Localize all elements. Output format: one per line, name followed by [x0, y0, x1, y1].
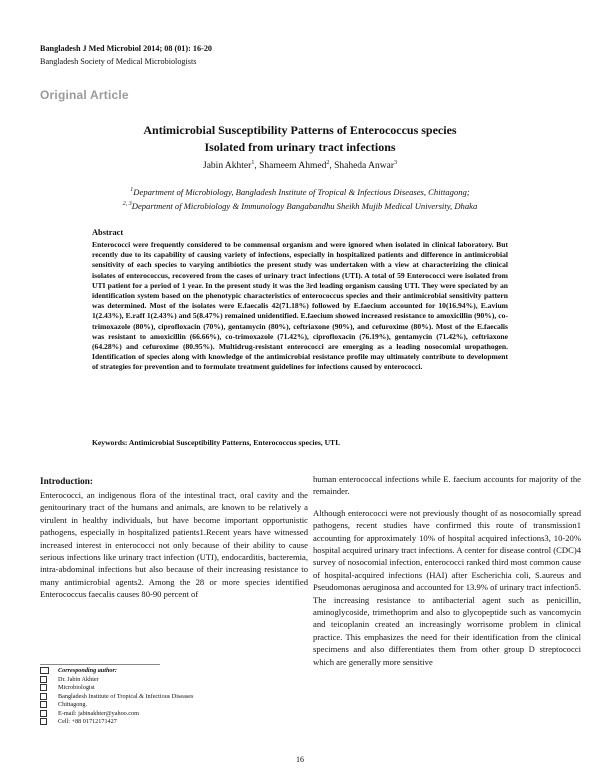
abstract-body: Enterococci were frequently considered to be commensal organism and were ignored when isolated in clinical laboratory. But recently due to its capability of causing variety of infections, especially in hospitalized patients and difference in antimicrobial sensitivity of each species to varying antibiotics the present study was undertaken with a view at characterizing the clinical isolates of enterococcus, recovered from the cases of urinary tract infections (UTI). A total of 59 Enterococci were isolated from UTI patient for a period of 1 year. In the present study it was the 3rd leading organism causing UTI. They were speciated by an identification system based on the phenotypic characteristics of enterococcus species and their antimicrobial sensitivity pattern was determined. Most of the isolates were E.faecalis 42(71.18%) followed by E.faecium accounted for 10(16.94%), E.avium 1(2.43%), E.raff 1(2.43%) and 5(8.47%) remained unidentified. E.faecium showed increased resistance to amoxicillin (90%), co-trimoxazole (80%), ciprofloxacin (70%), gentamycin (80%), ceftriaxone (90%), and cefuroxime (80%). Most of the E.faecalis was resistant to amoxicillin (66.66%), co-trimoxazole (71.42%), ciprofloxacin (76.19%), gentamycin (71.42%), ceftriaxone (64.28%) and cefuroxime (80.95%). Multidrug-resistant enterococci are emerging as a leading nosocomial uropathogen. Identification of species along with knowledge of the antimicrobial resistance profile may ultimately contribute to development of strategies for prevention and to formulate treatment guidelines for infections caused by enterococci. [92, 240, 508, 372]
corr-role: Microbiologist [58, 684, 95, 691]
corr-city: Chittagong. [58, 701, 88, 708]
society-name: Bangladesh Society of Medical Microbiologists [40, 57, 197, 66]
intro-left-column: Enterococci, an indigenous flora of the intestinal tract, oral cavity and the genitourinary tract of the humans and animals, are known to be relatively a virulent in healthy individuals, but have become important opportunistic pathogens, especially in hospitalized patients1.Recent years have witnessed increased interest in enterococci not only because of their ability to cause serious infections like urinary tract infection (UTI), endocarditis, bacteremia, intra-abdominal infections but also because of their increasing resistance to many antimicrobial agents2. Among the 28 or more species identified Enterococcus faecalis causes 80-90 percent of [40, 490, 308, 600]
checkbox-icon [40, 710, 47, 717]
author-3-sup: 3 [393, 159, 397, 166]
intro-right-column [313, 473, 581, 677]
journal-citation: Bangladesh J Med Microbiol 2014; 08 (01): 16-20 [40, 44, 213, 53]
author-2: Shameem Ahmed [259, 161, 327, 171]
title-line-1: Antimicrobial Susceptibility Patterns of Enterococcus species [143, 123, 457, 137]
checkbox-icon [40, 718, 47, 725]
intro-heading: Introduction: [40, 476, 93, 486]
envelope-icon [40, 667, 49, 674]
checkbox-icon [40, 693, 47, 700]
affiliations [0, 185, 600, 213]
intro-right-paragraph-2: Although enterococci were not previously thought of as nosocomially spread pathogens, recent studies have confirmed this route of transmission1 accounting for approximately 10% of hospital acquired infections3, 10-20% hospital acquired urinary tract infections. A center for disease control (CDC)4 survey of nosocomial infection, enterococci ranked third most common cause of hospital-acquired infections (HAI) after Escherichia coli, S.aureus and Pseudomonas aeruginosa and accounted for 13.9% of urinary tract infection5. The increasing resistance to antibacterial agent such as penicillin, aminoglycoside, trimethoprim and also to glycopeptide such as vancomycin and teicoplanin created an increasingly worrisome problem in clinical practice. This emphasizes the need for their identification from the clinical specimens and also differentiates them from other group D streptococci which are generally more sensitive [313, 507, 581, 667]
checkbox-icon [40, 701, 47, 708]
intro-right-paragraph-1: human enterococcal infections while E. faecium accounts for majority of the remainder. [313, 474, 581, 497]
footnote-divider [40, 664, 160, 665]
checkbox-icon [40, 684, 47, 691]
author-list: Jabin Akhter$^1$, Shameem Ahmed$^2$, Shaheda Anwar$^3$ [203, 159, 397, 171]
author-1: Jabin Akhter [203, 161, 252, 171]
corresponding-author-block [40, 667, 193, 727]
author-3: Shaheda Anwar [334, 161, 394, 171]
corr-email: E-mail: jabinakhter@yahoo.com [58, 709, 139, 717]
article-type: Original Article [40, 88, 129, 102]
paper-title [0, 122, 600, 156]
abstract-heading: Abstract [92, 228, 124, 237]
corresponding-label: Corresponding author: [58, 667, 117, 674]
author-2-sup: 2 [326, 159, 330, 166]
title-line-2: Isolated from urinary tract infections [204, 140, 396, 154]
affiliation-2: $^{2, 3}$Department of Microbiology & Immunology Bangabandhu Sheikh Mujib Medical University, Dhaka [122, 201, 478, 211]
keywords: Keywords: Antimicrobial Susceptibility Patterns, Enterococcus species, UTI. [92, 438, 340, 447]
author-1-sup: 1 [251, 159, 255, 166]
corr-name: Dr. Jabin Akhter [58, 675, 99, 683]
affiliation-1: $^1$Department of Microbiology, Bangladesh Institute of Tropical & Infectious Diseases, Chittagong; [130, 187, 470, 197]
corr-phone: Cell: +88 01712171427 [58, 718, 117, 725]
corr-institute: Bangladesh Institute of Tropical & Infectious Diseases [58, 692, 194, 700]
page-number: 16 [296, 755, 304, 764]
checkbox-icon [40, 676, 47, 683]
